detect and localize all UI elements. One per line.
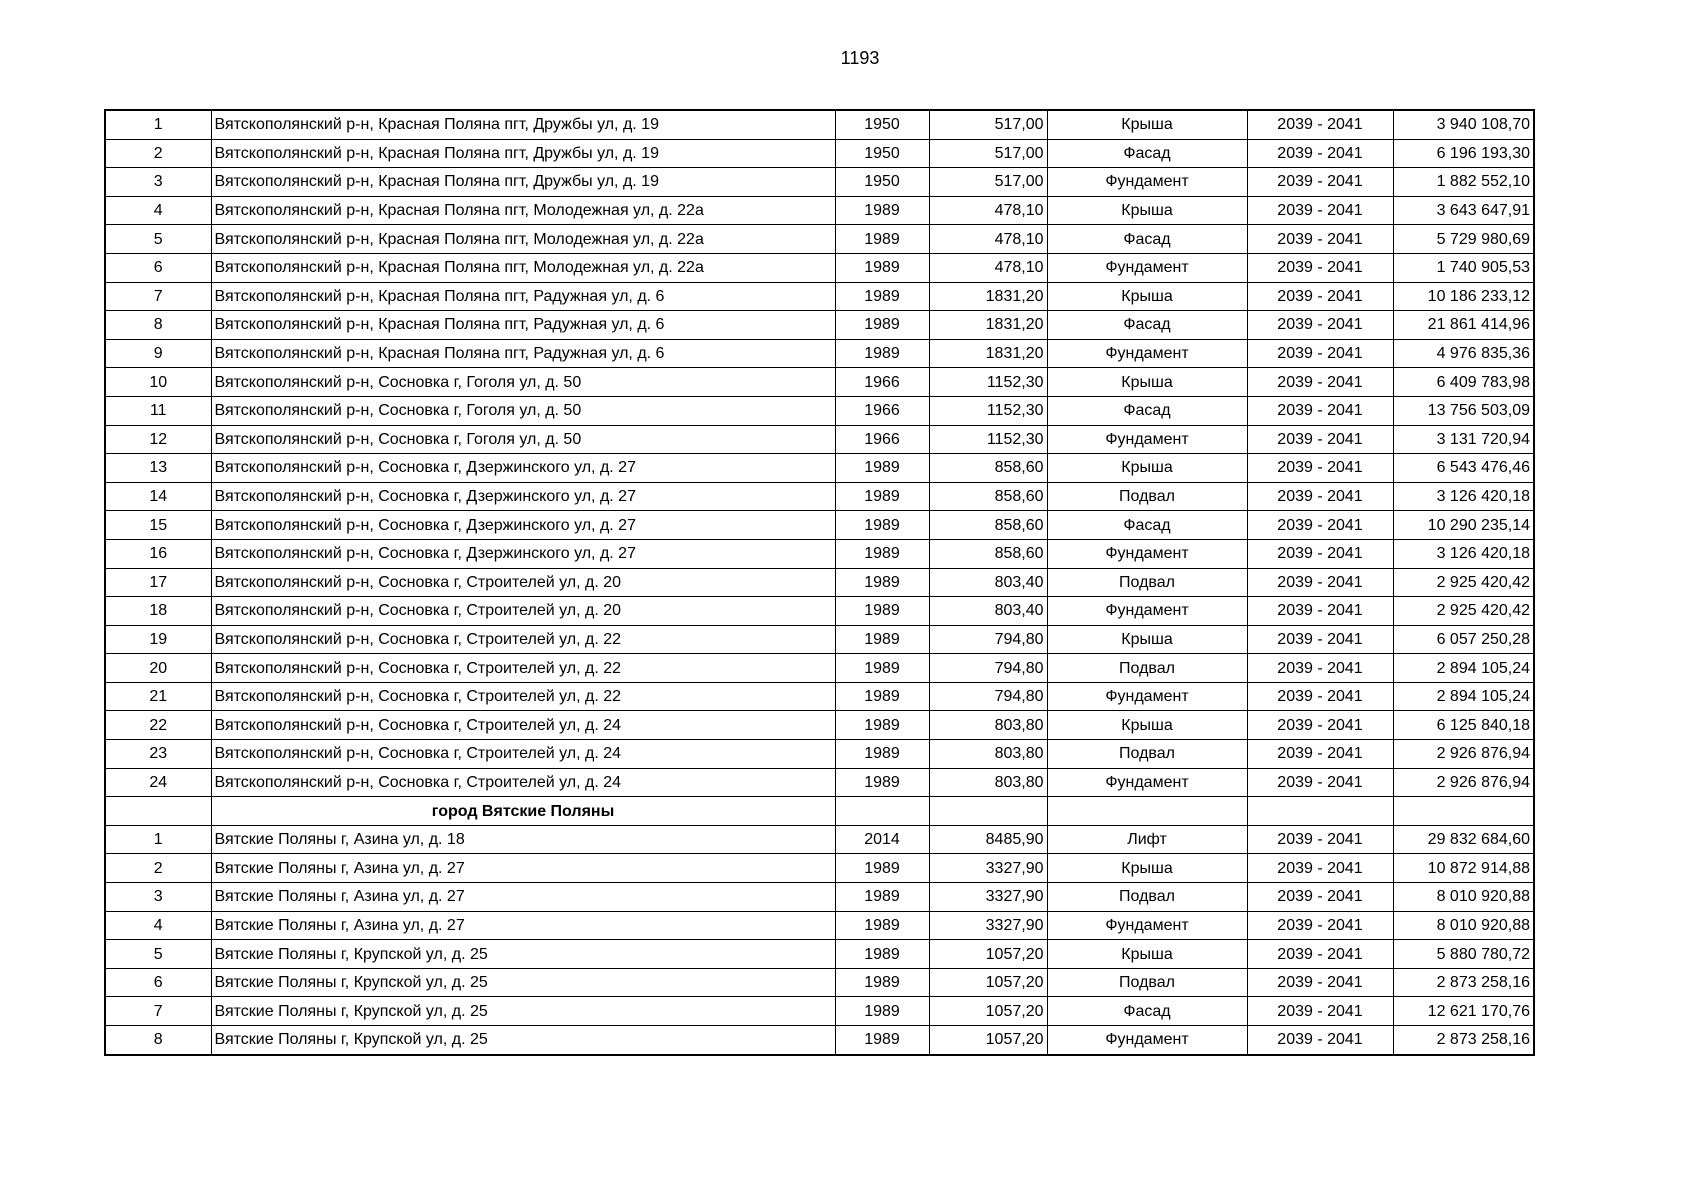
cost-cell: 10 872 914,88: [1393, 854, 1534, 883]
repair-period-cell: 2039 - 2041: [1247, 597, 1393, 626]
cost-cell: 10 186 233,12: [1393, 282, 1534, 311]
area-cell: 1152,30: [929, 396, 1047, 425]
address-cell: Вятские Поляны г, Крупской ул, д. 25: [211, 968, 835, 997]
year-cell: 1989: [835, 883, 929, 912]
row-number: 5: [105, 940, 211, 969]
repair-period-cell: 2039 - 2041: [1247, 911, 1393, 940]
repair-period-cell: 2039 - 2041: [1247, 568, 1393, 597]
year-cell: 1989: [835, 253, 929, 282]
cost-cell: 2 926 876,94: [1393, 740, 1534, 769]
structural-element-cell: Подвал: [1047, 482, 1247, 511]
table-row: [105, 196, 1534, 225]
year-cell: 1989: [835, 911, 929, 940]
structural-element-cell: Фасад: [1047, 511, 1247, 540]
row-number: 15: [105, 511, 211, 540]
table-row: [105, 454, 1534, 483]
row-number: 1: [105, 110, 211, 139]
row-number: 6: [105, 968, 211, 997]
repair-period-cell: 2039 - 2041: [1247, 682, 1393, 711]
structural-element-cell: Фундамент: [1047, 1026, 1247, 1055]
structural-element-cell: Фундамент: [1047, 539, 1247, 568]
table-row: [105, 482, 1534, 511]
cost-cell: 2 894 105,24: [1393, 654, 1534, 683]
year-cell: 1989: [835, 968, 929, 997]
table-row: [105, 940, 1534, 969]
area-cell: 803,40: [929, 597, 1047, 626]
repair-period-cell: 2039 - 2041: [1247, 1026, 1393, 1055]
year-cell: 1989: [835, 768, 929, 797]
cost-cell: 5 880 780,72: [1393, 940, 1534, 969]
repair-period-cell: 2039 - 2041: [1247, 454, 1393, 483]
area-cell: 8485,90: [929, 825, 1047, 854]
year-cell: 1989: [835, 454, 929, 483]
repair-period-cell: 2039 - 2041: [1247, 654, 1393, 683]
repair-period-cell: 2039 - 2041: [1247, 997, 1393, 1026]
table-row: [105, 311, 1534, 340]
year-cell: 1989: [835, 196, 929, 225]
year-cell: 1989: [835, 682, 929, 711]
area-cell: 478,10: [929, 253, 1047, 282]
table-row: [105, 225, 1534, 254]
row-number: 19: [105, 625, 211, 654]
structural-element-cell: Крыша: [1047, 454, 1247, 483]
cost-cell: 6 125 840,18: [1393, 711, 1534, 740]
table-row: [105, 539, 1534, 568]
cost-cell: 8 010 920,88: [1393, 883, 1534, 912]
repair-period-cell: 2039 - 2041: [1247, 539, 1393, 568]
address-cell: Вятскополянский р-н, Сосновка г, Дзержинского ул, д. 27: [211, 511, 835, 540]
address-cell: Вятские Поляны г, Азина ул, д. 27: [211, 854, 835, 883]
row-number: 18: [105, 597, 211, 626]
table-row: [105, 997, 1534, 1026]
page-number: 1193: [840, 48, 880, 68]
address-cell: Вятские Поляны г, Азина ул, д. 27: [211, 883, 835, 912]
address-cell: Вятскополянский р-н, Красная Поляна пгт, Дружбы ул, д. 19: [211, 139, 835, 168]
row-number: 2: [105, 139, 211, 168]
area-cell: 803,40: [929, 568, 1047, 597]
year-cell: 1950: [835, 139, 929, 168]
area-cell: 794,80: [929, 625, 1047, 654]
year-cell: 1989: [835, 225, 929, 254]
cost-cell: 13 756 503,09: [1393, 396, 1534, 425]
cost-cell: 6 543 476,46: [1393, 454, 1534, 483]
structural-element-cell: Крыша: [1047, 854, 1247, 883]
repair-register-table: [104, 109, 1535, 1056]
address-cell: Вятскополянский р-н, Сосновка г, Строителей ул, д. 20: [211, 568, 835, 597]
row-number: 4: [105, 911, 211, 940]
area-cell: 478,10: [929, 225, 1047, 254]
cost-cell: 21 861 414,96: [1393, 311, 1534, 340]
cost-cell: 2 926 876,94: [1393, 768, 1534, 797]
table-row: [105, 854, 1534, 883]
cost-cell: 29 832 684,60: [1393, 825, 1534, 854]
area-cell: 1057,20: [929, 1026, 1047, 1055]
table-row: [105, 968, 1534, 997]
empty-cell: [105, 797, 211, 826]
empty-cell: [1047, 797, 1247, 826]
repair-period-cell: 2039 - 2041: [1247, 940, 1393, 969]
cost-cell: 2 873 258,16: [1393, 968, 1534, 997]
table-row: [105, 740, 1534, 769]
structural-element-cell: Крыша: [1047, 940, 1247, 969]
row-number: 8: [105, 1026, 211, 1055]
row-number: 17: [105, 568, 211, 597]
repair-period-cell: 2039 - 2041: [1247, 482, 1393, 511]
repair-period-cell: 2039 - 2041: [1247, 711, 1393, 740]
structural-element-cell: Лифт: [1047, 825, 1247, 854]
structural-element-cell: Подвал: [1047, 968, 1247, 997]
structural-element-cell: Фасад: [1047, 311, 1247, 340]
repair-period-cell: 2039 - 2041: [1247, 768, 1393, 797]
row-number: 10: [105, 368, 211, 397]
address-cell: Вятскополянский р-н, Красная Поляна пгт, Радужная ул, д. 6: [211, 282, 835, 311]
address-cell: Вятскополянский р-н, Сосновка г, Строителей ул, д. 20: [211, 597, 835, 626]
row-number: 9: [105, 339, 211, 368]
area-cell: 1152,30: [929, 368, 1047, 397]
area-cell: 1057,20: [929, 940, 1047, 969]
address-cell: Вятскополянский р-н, Сосновка г, Гоголя ул, д. 50: [211, 425, 835, 454]
cost-cell: 3 126 420,18: [1393, 539, 1534, 568]
area-cell: 794,80: [929, 682, 1047, 711]
cost-cell: 2 873 258,16: [1393, 1026, 1534, 1055]
year-cell: 1950: [835, 168, 929, 197]
empty-cell: [1247, 797, 1393, 826]
address-cell: Вятскополянский р-н, Сосновка г, Строителей ул, д. 22: [211, 682, 835, 711]
year-cell: 1989: [835, 511, 929, 540]
area-cell: 858,60: [929, 511, 1047, 540]
address-cell: Вятские Поляны г, Крупской ул, д. 25: [211, 940, 835, 969]
cost-cell: 2 894 105,24: [1393, 682, 1534, 711]
area-cell: 858,60: [929, 454, 1047, 483]
structural-element-cell: Подвал: [1047, 654, 1247, 683]
structural-element-cell: Фундамент: [1047, 597, 1247, 626]
structural-element-cell: Фундамент: [1047, 339, 1247, 368]
area-cell: 858,60: [929, 539, 1047, 568]
row-number: 5: [105, 225, 211, 254]
structural-element-cell: Подвал: [1047, 568, 1247, 597]
table-row: [105, 396, 1534, 425]
structural-element-cell: Крыша: [1047, 196, 1247, 225]
row-number: 3: [105, 883, 211, 912]
cost-cell: 3 131 720,94: [1393, 425, 1534, 454]
repair-period-cell: 2039 - 2041: [1247, 339, 1393, 368]
repair-period-cell: 2039 - 2041: [1247, 883, 1393, 912]
cost-cell: 6 409 783,98: [1393, 368, 1534, 397]
cost-cell: 10 290 235,14: [1393, 511, 1534, 540]
cost-cell: 8 010 920,88: [1393, 911, 1534, 940]
row-number: 1: [105, 825, 211, 854]
cost-cell: 3 643 647,91: [1393, 196, 1534, 225]
repair-period-cell: 2039 - 2041: [1247, 253, 1393, 282]
area-cell: 3327,90: [929, 883, 1047, 912]
structural-element-cell: Фасад: [1047, 225, 1247, 254]
year-cell: 2014: [835, 825, 929, 854]
area-cell: 858,60: [929, 482, 1047, 511]
row-number: 12: [105, 425, 211, 454]
area-cell: 1831,20: [929, 311, 1047, 340]
empty-cell: [1393, 797, 1534, 826]
address-cell: Вятскополянский р-н, Сосновка г, Строителей ул, д. 22: [211, 654, 835, 683]
repair-period-cell: 2039 - 2041: [1247, 368, 1393, 397]
year-cell: 1966: [835, 368, 929, 397]
structural-element-cell: Подвал: [1047, 740, 1247, 769]
cost-cell: 3 126 420,18: [1393, 482, 1534, 511]
repair-period-cell: 2039 - 2041: [1247, 511, 1393, 540]
structural-element-cell: Фундамент: [1047, 253, 1247, 282]
section-title: город Вятские Поляны: [211, 797, 835, 826]
area-cell: 1057,20: [929, 968, 1047, 997]
address-cell: Вятскополянский р-н, Красная Поляна пгт, Молодежная ул, д. 22а: [211, 225, 835, 254]
address-cell: Вятскополянский р-н, Красная Поляна пгт, Дружбы ул, д. 19: [211, 110, 835, 139]
structural-element-cell: Фундамент: [1047, 682, 1247, 711]
cost-cell: 1 882 552,10: [1393, 168, 1534, 197]
area-cell: 517,00: [929, 139, 1047, 168]
address-cell: Вятскополянский р-н, Красная Поляна пгт, Молодежная ул, д. 22а: [211, 253, 835, 282]
address-cell: Вятскополянский р-н, Сосновка г, Строителей ул, д. 24: [211, 740, 835, 769]
repair-period-cell: 2039 - 2041: [1247, 396, 1393, 425]
row-number: 24: [105, 768, 211, 797]
area-cell: 803,80: [929, 768, 1047, 797]
cost-cell: 3 940 108,70: [1393, 110, 1534, 139]
year-cell: 1989: [835, 940, 929, 969]
table-row: [105, 568, 1534, 597]
address-cell: Вятскополянский р-н, Сосновка г, Гоголя ул, д. 50: [211, 368, 835, 397]
table-row: [105, 339, 1534, 368]
year-cell: 1989: [835, 539, 929, 568]
table-row: [105, 368, 1534, 397]
table-row: [105, 168, 1534, 197]
address-cell: Вятские Поляны г, Азина ул, д. 18: [211, 825, 835, 854]
year-cell: 1989: [835, 1026, 929, 1055]
structural-element-cell: Подвал: [1047, 883, 1247, 912]
cost-cell: 1 740 905,53: [1393, 253, 1534, 282]
area-cell: 794,80: [929, 654, 1047, 683]
area-cell: 3327,90: [929, 854, 1047, 883]
address-cell: Вятскополянский р-н, Красная Поляна пгт, Дружбы ул, д. 19: [211, 168, 835, 197]
repair-period-cell: 2039 - 2041: [1247, 311, 1393, 340]
row-number: 11: [105, 396, 211, 425]
address-cell: Вятскополянский р-н, Сосновка г, Гоголя ул, д. 50: [211, 396, 835, 425]
structural-element-cell: Фундамент: [1047, 911, 1247, 940]
address-cell: Вятскополянский р-н, Красная Поляна пгт, Радужная ул, д. 6: [211, 339, 835, 368]
year-cell: 1989: [835, 997, 929, 1026]
structural-element-cell: Крыша: [1047, 625, 1247, 654]
year-cell: 1989: [835, 339, 929, 368]
structural-element-cell: Крыша: [1047, 110, 1247, 139]
table-row: [105, 597, 1534, 626]
row-number: 20: [105, 654, 211, 683]
area-cell: 803,80: [929, 740, 1047, 769]
area-cell: 517,00: [929, 168, 1047, 197]
table-row: [105, 282, 1534, 311]
structural-element-cell: Фундамент: [1047, 168, 1247, 197]
year-cell: 1989: [835, 654, 929, 683]
row-number: 2: [105, 854, 211, 883]
area-cell: 803,80: [929, 711, 1047, 740]
year-cell: 1989: [835, 854, 929, 883]
row-number: 22: [105, 711, 211, 740]
address-cell: Вятскополянский р-н, Сосновка г, Строителей ул, д. 22: [211, 625, 835, 654]
row-number: 3: [105, 168, 211, 197]
row-number: 14: [105, 482, 211, 511]
area-cell: 1152,30: [929, 425, 1047, 454]
table-row: [105, 511, 1534, 540]
address-cell: Вятские Поляны г, Крупской ул, д. 25: [211, 997, 835, 1026]
address-cell: Вятскополянский р-н, Красная Поляна пгт, Радужная ул, д. 6: [211, 311, 835, 340]
area-cell: 517,00: [929, 110, 1047, 139]
row-number: 4: [105, 196, 211, 225]
repair-period-cell: 2039 - 2041: [1247, 968, 1393, 997]
cost-cell: 12 621 170,76: [1393, 997, 1534, 1026]
repair-period-cell: 2039 - 2041: [1247, 225, 1393, 254]
row-number: 13: [105, 454, 211, 483]
repair-period-cell: 2039 - 2041: [1247, 139, 1393, 168]
table-row: [105, 825, 1534, 854]
table-row: [105, 711, 1534, 740]
empty-cell: [929, 797, 1047, 826]
row-number: 8: [105, 311, 211, 340]
area-cell: 478,10: [929, 196, 1047, 225]
cost-cell: 5 729 980,69: [1393, 225, 1534, 254]
repair-period-cell: 2039 - 2041: [1247, 854, 1393, 883]
year-cell: 1989: [835, 740, 929, 769]
address-cell: Вятскополянский р-н, Сосновка г, Дзержинского ул, д. 27: [211, 454, 835, 483]
table-row: [105, 139, 1534, 168]
repair-period-cell: 2039 - 2041: [1247, 425, 1393, 454]
area-cell: 1057,20: [929, 997, 1047, 1026]
table-body: [105, 110, 1534, 1055]
address-cell: Вятскополянский р-н, Сосновка г, Дзержинского ул, д. 27: [211, 482, 835, 511]
repair-period-cell: 2039 - 2041: [1247, 282, 1393, 311]
structural-element-cell: Крыша: [1047, 282, 1247, 311]
year-cell: 1989: [835, 482, 929, 511]
row-number: 7: [105, 282, 211, 311]
row-number: 21: [105, 682, 211, 711]
structural-element-cell: Фасад: [1047, 396, 1247, 425]
empty-cell: [835, 797, 929, 826]
address-cell: Вятскополянский р-н, Сосновка г, Строителей ул, д. 24: [211, 768, 835, 797]
year-cell: 1989: [835, 568, 929, 597]
year-cell: 1966: [835, 396, 929, 425]
row-number: 7: [105, 997, 211, 1026]
table-row: [105, 768, 1534, 797]
year-cell: 1989: [835, 711, 929, 740]
year-cell: 1989: [835, 625, 929, 654]
table-row: [105, 654, 1534, 683]
cost-cell: 4 976 835,36: [1393, 339, 1534, 368]
structural-element-cell: Фундамент: [1047, 425, 1247, 454]
repair-period-cell: 2039 - 2041: [1247, 625, 1393, 654]
table-row: [105, 911, 1534, 940]
structural-element-cell: Фундамент: [1047, 768, 1247, 797]
repair-period-cell: 2039 - 2041: [1247, 740, 1393, 769]
year-cell: 1989: [835, 282, 929, 311]
structural-element-cell: Фасад: [1047, 997, 1247, 1026]
repair-period-cell: 2039 - 2041: [1247, 196, 1393, 225]
cost-cell: 2 925 420,42: [1393, 597, 1534, 626]
cost-cell: 6 196 193,30: [1393, 139, 1534, 168]
table-row: [105, 110, 1534, 139]
area-cell: 1831,20: [929, 339, 1047, 368]
row-number: 16: [105, 539, 211, 568]
area-cell: 1831,20: [929, 282, 1047, 311]
row-number: 6: [105, 253, 211, 282]
address-cell: Вятскополянский р-н, Красная Поляна пгт, Молодежная ул, д. 22а: [211, 196, 835, 225]
structural-element-cell: Фасад: [1047, 139, 1247, 168]
year-cell: 1989: [835, 311, 929, 340]
table-row: [105, 682, 1534, 711]
section-header-row: [105, 797, 1534, 826]
cost-cell: 6 057 250,28: [1393, 625, 1534, 654]
address-cell: Вятскополянский р-н, Сосновка г, Строителей ул, д. 24: [211, 711, 835, 740]
table-row: [105, 1026, 1534, 1055]
area-cell: 3327,90: [929, 911, 1047, 940]
address-cell: Вятские Поляны г, Крупской ул, д. 25: [211, 1026, 835, 1055]
address-cell: Вятские Поляны г, Азина ул, д. 27: [211, 911, 835, 940]
repair-period-cell: 2039 - 2041: [1247, 168, 1393, 197]
address-cell: Вятскополянский р-н, Сосновка г, Дзержинского ул, д. 27: [211, 539, 835, 568]
table-row: [105, 883, 1534, 912]
structural-element-cell: Крыша: [1047, 368, 1247, 397]
table-row: [105, 253, 1534, 282]
row-number: 23: [105, 740, 211, 769]
table-row: [105, 425, 1534, 454]
table-row: [105, 625, 1534, 654]
repair-period-cell: 2039 - 2041: [1247, 110, 1393, 139]
cost-cell: 2 925 420,42: [1393, 568, 1534, 597]
year-cell: 1966: [835, 425, 929, 454]
year-cell: 1950: [835, 110, 929, 139]
structural-element-cell: Крыша: [1047, 711, 1247, 740]
repair-period-cell: 2039 - 2041: [1247, 825, 1393, 854]
year-cell: 1989: [835, 597, 929, 626]
